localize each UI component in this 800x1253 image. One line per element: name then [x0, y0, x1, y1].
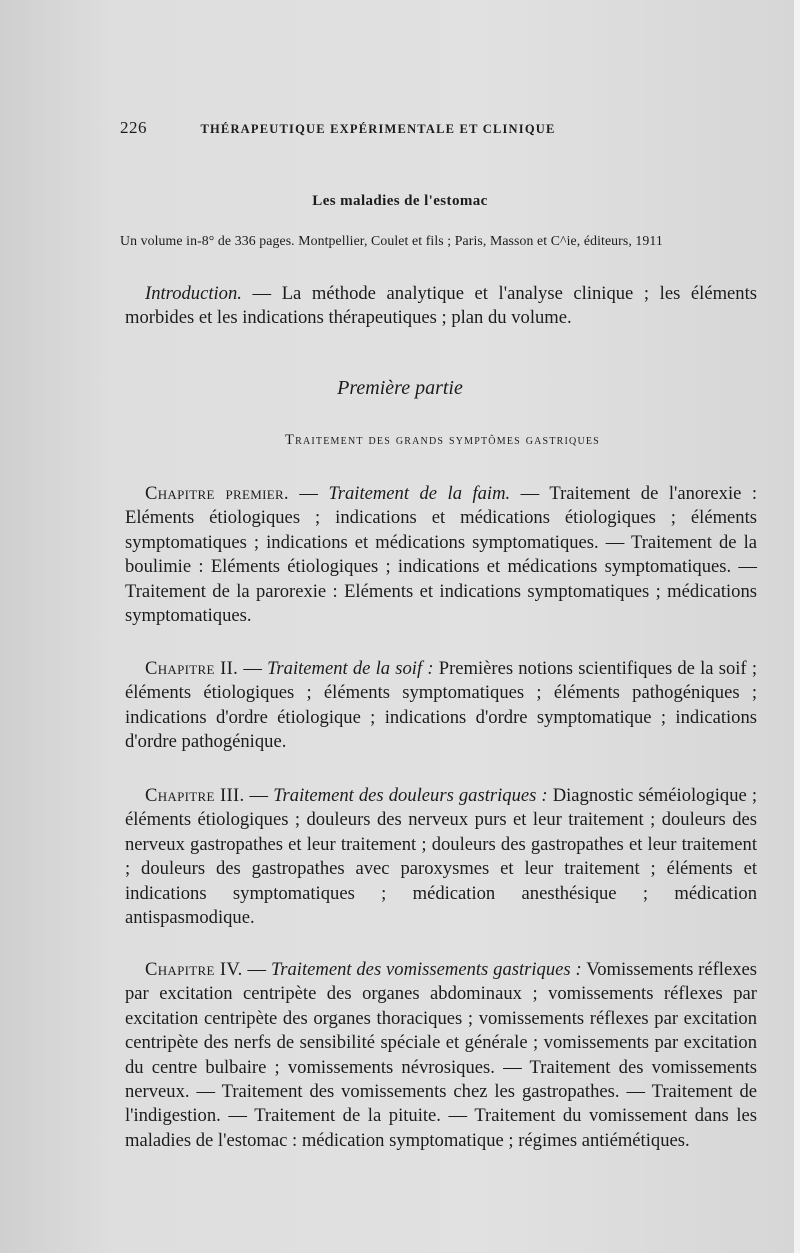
page-edge	[794, 0, 800, 1253]
chapter-text: Diagnostic séméiologique ; éléments étiologiques ; douleurs des nerveux purs et leur traitement ; douleurs des nerveux gastropathes et leur traitement ; douleurs des gastropathes et leur traitement ; douleurs des gastropathes avec paroxysmes et leur traitement ; éléments et indications symptomatiques ; médication anesthésique ; médication antispasmodique.	[125, 785, 757, 929]
chapter-title: Traitement de la faim.	[328, 483, 511, 504]
running-head	[120, 118, 610, 138]
part-title: Première partie	[337, 377, 463, 399]
chapter-text: Premières notions scientifiques de la soif ; éléments étiologiques ; éléments symptomatiques ; éléments pathogéniques ; indications d'ordre étiologique ; indications d'ordre symptomatique ; indications d'ordre pathogénique.	[125, 658, 757, 753]
chapter-label: Chapitre premier.	[145, 483, 289, 504]
book-info: Un volume in-8° de 336 pages. Montpellier, Coulet et fils ; Paris, Masson et C^ie, éditeurs, 1911	[120, 233, 663, 248]
chapter-title: Traitement de la soif :	[267, 658, 434, 679]
chapter-paragraph	[125, 657, 757, 755]
chapter-separator: —	[238, 658, 268, 679]
chapter-separator: —	[244, 785, 274, 806]
running-title: THÉRAPEUTIQUE EXPÉRIMENTALE ET CLINIQUE	[200, 122, 556, 136]
introduction-label: Introduction.	[145, 283, 242, 304]
chapter-label: Chapitre III.	[145, 785, 245, 806]
chapter-separator: —	[288, 483, 329, 504]
chapter-text: Vomissements réflexes par excitation centripète des organes abdominaux ; vomissements réflexes par excitation centripète des organes thoraciques ; vomissements réflexes par excitation centripète des nerfs de sensibilité spéciale et générale ; vomissements par excitation du centre bulbaire ; vomissements névrosiques. — Traitement des vomissements nerveux. — Traitement des vomissements chez les gastropathes. — Traitement de l'indigestion. — Traitement de la pituite. — Traitement du vomissement dans les maladies de l'estomac : médication symptomatique ; régimes antiémétiques.	[125, 959, 758, 1151]
chapter-text: — Traitement de l'anorexie : Eléments étiologiques ; indications et médications étiologiques ; éléments symptomatiques ; indications et médications symptomatiques. — Traitement de la boulimie : Eléments étiologiques ; indications et médications symptomatiques. — Traitement de la parorexie : Eléments et indications symptomatiques ; médications symptomatiques.	[125, 483, 758, 627]
page-number: 226	[120, 118, 147, 137]
book-title: Les maladies de l'estomac	[312, 193, 488, 209]
section-title: Traitement des grands symptômes gastriques	[285, 432, 600, 448]
chapter-paragraph	[125, 784, 757, 930]
chapter-label: Chapitre IV.	[145, 959, 243, 980]
chapter-paragraph	[125, 482, 757, 628]
chapter-paragraph	[125, 958, 757, 1153]
chapter-title: Traitement des vomissements gastriques :	[270, 959, 582, 980]
chapter-title: Traitement des douleurs gastriques :	[273, 785, 548, 806]
introduction-text: — La méthode analytique et l'analyse clinique ; les éléments morbides et les indications thérapeutiques ; plan du volume.	[125, 283, 757, 329]
introduction-paragraph	[125, 282, 757, 331]
chapter-label: Chapitre II.	[145, 658, 239, 679]
chapter-separator: —	[242, 959, 271, 980]
